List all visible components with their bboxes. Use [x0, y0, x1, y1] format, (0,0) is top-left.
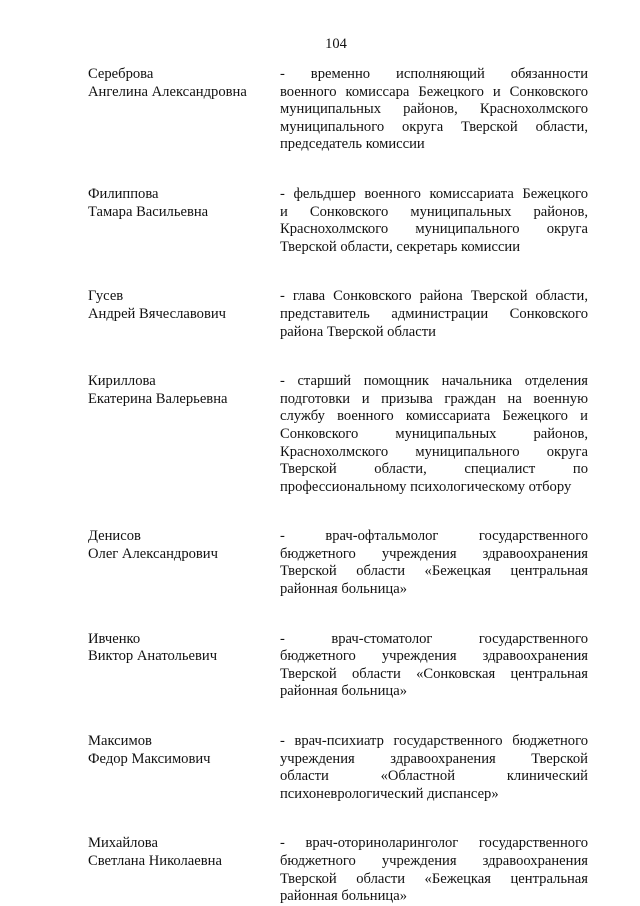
- member-entry: [88, 631, 588, 701]
- member-role-line: района Тверской области: [280, 323, 436, 340]
- member-role-line: председатель комиссии: [280, 136, 425, 153]
- member-role-line: учреждения здравоохранения Тверской: [280, 750, 588, 767]
- member-name: [88, 733, 273, 768]
- member-role-line: военного комиссара Бежецкого и Сонковского: [280, 83, 588, 100]
- member-role-line: районная больница»: [280, 581, 408, 598]
- page-number: 104: [325, 36, 347, 52]
- member-role-line: Тверской области, секретарь комиссии: [280, 238, 521, 255]
- member-role-line: районная больница»: [280, 683, 408, 700]
- commission-members-list: [88, 66, 588, 906]
- member-entry: [88, 186, 588, 256]
- member-role: [280, 528, 588, 598]
- member-surname: Ивченко: [88, 630, 141, 647]
- member-surname: Гусев: [88, 288, 124, 305]
- member-role-line: - фельдшер военного комиссариата Бежецкого: [280, 185, 588, 202]
- member-role-line: бюджетного учреждения здравоохранения: [280, 545, 588, 562]
- member-role-line: - врач-стоматолог государственного: [280, 630, 588, 647]
- member-surname: Филиппова: [88, 185, 159, 202]
- member-given-names: Андрей Вячеславович: [88, 305, 226, 322]
- member-role-line: психоневрологический диспансер»: [280, 785, 499, 802]
- member-role-line: - врач-психиатр государственного бюджетного: [280, 733, 588, 750]
- member-role-line: подготовки и призыва граждан на военную: [280, 390, 588, 407]
- member-entry: [88, 288, 588, 341]
- member-role-line: Сонковского муниципальных районов,: [280, 425, 588, 442]
- member-entry: [88, 835, 588, 905]
- member-given-names: Светлана Николаевна: [88, 853, 222, 869]
- member-role-line: районная больница»: [280, 888, 408, 905]
- member-role: [280, 373, 588, 496]
- member-given-names: Федор Максимович: [88, 750, 211, 767]
- member-role-line: Тверской области «Бежецкая центральная: [280, 563, 588, 580]
- member-role: [280, 186, 588, 256]
- member-entry: [88, 733, 588, 803]
- member-role-line: - старший помощник начальника отделения: [280, 373, 588, 390]
- member-surname: Кириллова: [88, 373, 156, 390]
- member-role-line: Краснохолмского муниципального округа: [280, 443, 588, 460]
- member-role: [280, 733, 588, 803]
- member-role-line: Тверской области «Сонковская центральная: [280, 665, 588, 682]
- member-role: [280, 288, 588, 341]
- member-role: [280, 835, 588, 905]
- member-role-line: представитель администрации Сонковского: [280, 305, 588, 322]
- member-given-names: Екатерина Валерьевна: [88, 390, 228, 407]
- member-entry: [88, 66, 588, 154]
- member-role-line: и Сонковского муниципальных районов,: [280, 203, 588, 220]
- member-surname: Сереброва: [88, 66, 154, 82]
- member-surname: Денисов: [88, 528, 141, 545]
- member-role-line: бюджетного учреждения здравоохранения: [280, 648, 588, 665]
- member-role-line: - временно исполняющий обязанности: [280, 66, 588, 82]
- member-surname: Максимов: [88, 733, 152, 750]
- member-name: [88, 186, 273, 221]
- member-role-line: - врач-оториноларинголог государственного: [280, 835, 588, 852]
- member-given-names: Тамара Васильевна: [88, 203, 209, 220]
- member-entry: [88, 528, 588, 598]
- member-role-line: службу военного комиссариата Бежецкого и: [280, 408, 588, 425]
- member-role-line: Краснохолмского муниципального округа: [280, 221, 588, 238]
- member-role-line: муниципальных районов, Краснохолмского: [280, 101, 588, 118]
- member-given-names: Виктор Анатольевич: [88, 648, 218, 665]
- member-name: [88, 528, 273, 563]
- member-surname: Михайлова: [88, 835, 158, 852]
- member-role-line: - врач-офтальмолог государственного: [280, 528, 588, 545]
- member-role-line: - глава Сонковского района Тверской области,: [280, 288, 588, 305]
- member-role: [280, 631, 588, 701]
- member-role-line: бюджетного учреждения здравоохранения: [280, 853, 588, 869]
- member-name: [88, 288, 273, 323]
- member-role-line: Тверской области «Бежецкая центральная: [280, 870, 588, 887]
- member-name: [88, 373, 273, 408]
- member-role-line: области «Областной клинический: [280, 768, 588, 785]
- member-role-line: профессиональному психологическому отбору: [280, 478, 572, 495]
- member-role-line: муниципального округа Тверской области,: [280, 118, 588, 135]
- member-name: [88, 66, 273, 101]
- member-name: [88, 631, 273, 666]
- member-given-names: Ангелина Александровна: [88, 83, 247, 100]
- member-role-line: Тверской области, специалист по: [280, 461, 588, 478]
- member-given-names: Олег Александрович: [88, 545, 218, 562]
- member-entry: [88, 373, 588, 496]
- member-role: [280, 66, 588, 154]
- member-name: [88, 835, 273, 870]
